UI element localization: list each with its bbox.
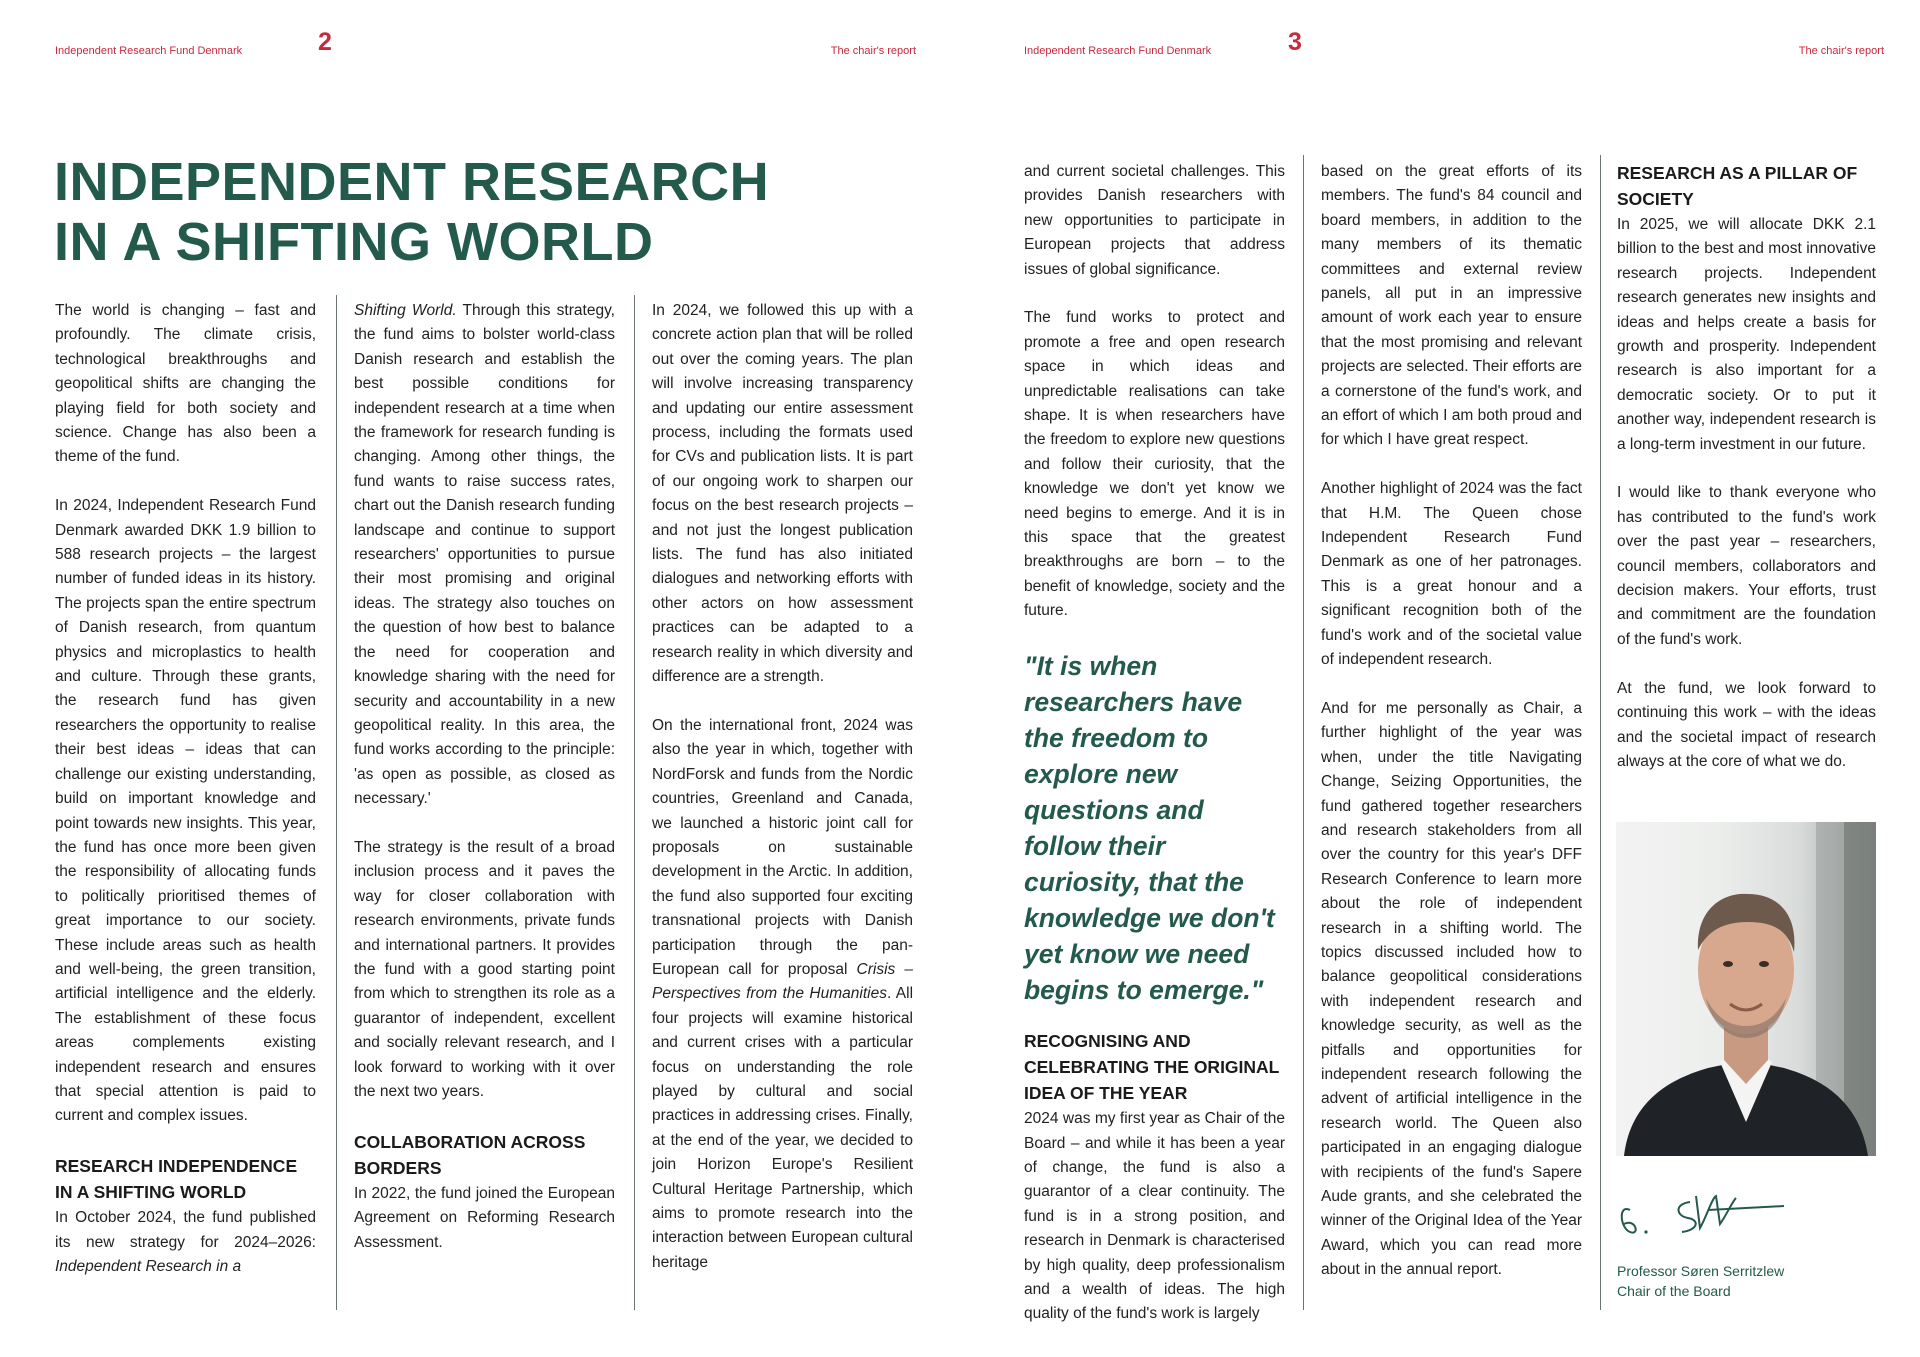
column-3 xyxy=(652,299,913,1275)
paragraph: In October 2024, the fund published its new strategy for 2024–2026: Independent Research in a xyxy=(55,1209,316,1275)
signature-name: Professor Søren Serritzlew xyxy=(1617,1263,1785,1279)
column-2 xyxy=(354,299,615,1255)
column-1 xyxy=(55,299,316,1279)
page-title xyxy=(54,152,769,272)
pull-quote: "It is when researchers have the freedom to explore new questions and follow their curiosity, that the knowledge we don't yet know we need begins to emerge." xyxy=(1024,651,1275,1006)
column-divider xyxy=(336,295,337,1310)
column-4 xyxy=(1024,160,1285,1327)
header-section: The chair's report xyxy=(1798,45,1884,57)
paragraph: On the international front, 2024 was also the year in which, together with NordForsk and funds from the Nordic countries, Greenland and Canada, we launched a historic joint call for proposals on sustainable development in the Arctic. In addition, the fund also supported four exciting transnational projects with Danish participation through the pan-European call for proposal Crisis – Perspectives from the Humanities. All four projects will examine historical and current crises with a particular focus on understanding the role played by cultural and social practices in addressing crises. Finally, at the end of the year, we decided to join Horizon Europe's Resilient Cultural Heritage Partnership, which aims to promote research into the interaction between European cultural heritage xyxy=(652,716,914,1271)
section-heading: RESEARCH AS A PILLAR OF SOCIETY xyxy=(1617,163,1858,209)
column-divider xyxy=(634,295,635,1310)
title-line-1: INDEPENDENT RESEARCH xyxy=(54,152,770,212)
paragraph: Another highlight of 2024 was the fact that H.M. The Queen chose Independent Research Fund Denmark as one of her patronages. This is a great honour and a significant recognition both of the fund's work and of the societal value of independent research. xyxy=(1321,480,1582,669)
header-brand: Independent Research Fund Denmark xyxy=(1024,45,1212,57)
page-number: 2 xyxy=(318,28,332,56)
paragraph: In 2024, Independent Research Fund Denmark awarded DKK 1.9 billion to 588 research projects – the largest number of funded ideas in its history. The projects span the entire spectrum of Danish research, from quantum physics and microplastics to health and culture. Through these grants, the research fund has given researchers the opportunity to realise their best ideas – ideas that can challenge our existing understanding, build on important knowledge and point towards new insights. This year, the fund has once more been given the responsibility of allocating funds to politically prioritised themes of great importance to our society. These include areas such as health and well-being, the green transition, artificial intelligence and the elderly. The establishment of these focus areas complements existing independent research and ensures that special attention is paid to current and complex issues. xyxy=(55,497,316,1125)
page-number: 3 xyxy=(1288,28,1302,56)
paragraph: based on the great efforts of its members. The fund's 84 council and board members, in addition to the many members of its thematic committees and external review panels, all put in an impressive amount of work each year to ensure that the most promising and relevant projects are selected. Their efforts are a cornerstone of the fund's work, and an effort of which I am both proud and for which I have great respect. xyxy=(1321,163,1582,449)
header-brand: Independent Research Fund Denmark xyxy=(55,45,243,57)
paragraph: In 2022, the fund joined the European Agreement on Reforming Research Assessment. xyxy=(354,1184,615,1251)
column-6 xyxy=(1617,160,1876,774)
paragraph: I would like to thank everyone who has contributed to the fund's work over the past year – researchers, council members, collaborators and decision makers. Your efforts, trust and commitment are the foundation of the fund's work. xyxy=(1617,484,1876,648)
signature-role: Chair of the Board xyxy=(1617,1283,1731,1299)
column-divider xyxy=(1303,155,1304,1310)
section-heading: RESEARCH INDEPENDENCE IN A SHIFTING WORLD xyxy=(55,1156,298,1203)
paragraph: The fund works to protect and promote a free and open research space in which ideas and unpredictable realisations can take shape. It is when researchers have the freedom to explore new questions and follow their curiosity, that the knowledge we don't yet know we need begins to emerge. And it is in this space that the greatest breakthroughs are born – to the benefit of knowledge, society and the future. xyxy=(1024,309,1285,620)
portrait-illustration xyxy=(1616,822,1876,1156)
title-line-2: IN A SHIFTING WORLD xyxy=(54,212,654,272)
paragraph: At the fund, we look forward to continuing this work – with the ideas and the societal impact of research always at the core of what we do. xyxy=(1617,679,1876,770)
signature-mark xyxy=(1616,1188,1796,1244)
paragraph: and current societal challenges. This provides Danish researchers with new opportunities to participate in European projects that address issues of global significance. xyxy=(1024,163,1285,278)
section-heading: RECOGNISING AND CELEBRATING THE ORIGINAL IDEA OF THE YEAR xyxy=(1024,1031,1280,1104)
paragraph: The world is changing – fast and profoundly. The climate crisis, technological breakthroughs and geopolitical shifts are changing the playing field for both society and science. Change has also been a theme of the fund. xyxy=(55,302,316,466)
header-section: The chair's report xyxy=(830,45,916,57)
chair-portrait xyxy=(1616,822,1876,1156)
paragraph: In 2025, we will allocate DKK 2.1 billion to the best and most innovative research projects. Independent research generates new insights and ideas and helps create a basis for growth and prosperity. Independent research is also important for a democratic society. Or to put it another way, independent research is a long-term investment in our future. xyxy=(1617,216,1876,453)
paragraph: 2024 was my first year as Chair of the Board – and while it has been a year of change, the fund is also a guarantor of a clear continuity. The fund is in a strong position, and research in Denmark is characterised by high quality, deep professionalism and a wealth of ideas. The high quality of the fund's work is largely xyxy=(1024,1110,1285,1323)
column-divider xyxy=(1600,155,1601,1310)
paragraph: In 2024, we followed this up with a concrete action plan that will be rolled out over the coming years. The plan will involve increasing transparency and updating our entire assessment process, including the formats used for CVs and publication lists. It is part of our ongoing work to sharpen our focus on the best research projects – and not just the longest publication lists. The fund has also initiated dialogues and networking efforts with other actors on how assessment practices can be adapted to a research reality in which diversity and difference are a strength. xyxy=(652,302,913,686)
paragraph: Shifting World. Through this strategy, the fund aims to bolster world-class Danish research and establish the best possible conditions for independent research at a time when the framework for research funding is changing. Among other things, the fund wants to raise success rates, chart out the Danish research funding landscape and continue to support researchers' opportunities to pursue their most promising and original ideas. The strategy also touches on the question of how best to balance the need for cooperation and knowledge sharing with the need for security and accountability in a new geopolitical reality. In this area, the fund works according to the principle: 'as open as possible, as closed as necessary.' xyxy=(354,302,615,808)
section-heading: COLLABORATION ACROSS BORDERS xyxy=(354,1131,586,1178)
paragraph: The strategy is the result of a broad inclusion process and it paves the way for closer collaboration with research environments, private funds and international partners. It provides the fund with a good starting point from which to strengthen its role as a guarantor of independent, excellent and socially relevant research, and I look forward to working with it over the next two years. xyxy=(354,838,615,1100)
paragraph: And for me personally as Chair, a further highlight of the year was when, under the title Navigating Change, Seizing Opportunities, the fund gathered together researchers and research stakeholders from all over the country for this year's DFF Research Conference to learn more about the role of independent research in a shifting world. The topics discussed included how to balance geopolitical considerations with independent research and knowledge security, as well as the pitfalls and opportunities for independent research following the advent of artificial intelligence in the research world. The Queen also participated in an engaging dialogue with recipients of the fund's Sapere Aude grants, and she celebrated the winner of the Original Idea of the Year Award, which you can read more about in the annual report. xyxy=(1321,699,1582,1279)
column-5 xyxy=(1321,160,1582,1283)
